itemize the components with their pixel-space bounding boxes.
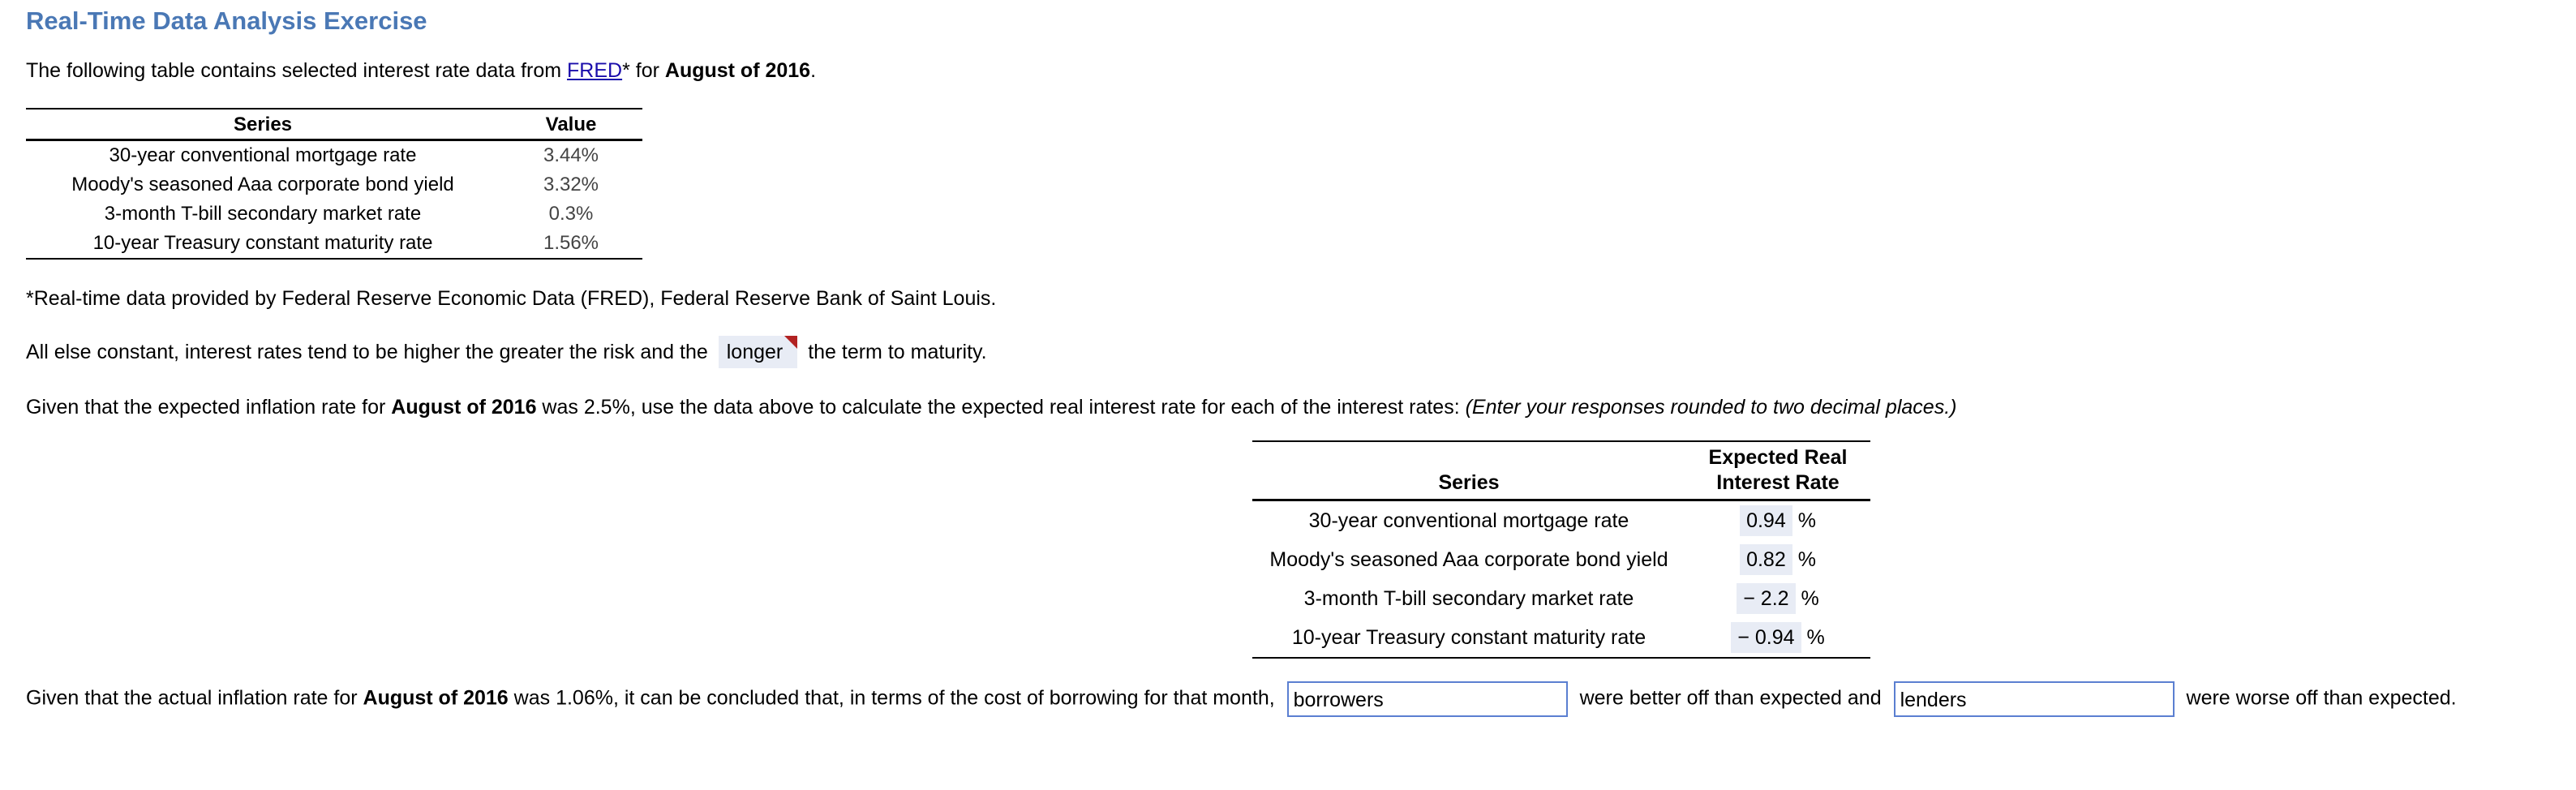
table-row <box>26 140 642 171</box>
table-row <box>26 200 642 229</box>
rate-answer[interactable]: 0.94 <box>1740 505 1792 536</box>
q2-instruction: (Enter your responses rounded to two decimal places.) <box>1465 396 1957 419</box>
question-term-maturity <box>26 336 987 368</box>
value-cell: 3.32% <box>543 174 599 195</box>
worse-off-answer-field[interactable]: lenders <box>1894 681 2175 717</box>
percent-unit: % <box>1797 509 1816 532</box>
column-header-series: Series <box>1438 471 1500 494</box>
maturity-answer-dropdown[interactable] <box>719 336 798 368</box>
interest-rate-table <box>26 108 642 260</box>
table-row <box>26 229 642 259</box>
rate-cell <box>1685 500 1870 541</box>
intro-pre: The following table contains selected interest rate data from <box>26 59 568 82</box>
rate-cell <box>1685 540 1870 579</box>
table-row <box>26 170 642 200</box>
table-row <box>1252 540 1870 579</box>
series-cell: 3-month T-bill secondary market rate <box>104 203 422 225</box>
percent-unit: % <box>1797 548 1816 571</box>
table-header-row <box>26 109 642 140</box>
percent-unit: % <box>1806 626 1825 649</box>
question-borrowing <box>26 681 2457 717</box>
intro-end: . <box>810 59 817 82</box>
q1-post: the term to maturity. <box>808 341 987 363</box>
intro-text <box>26 59 816 83</box>
q3-post: were worse off than expected. <box>2186 686 2457 710</box>
q3-mid: was 1.06%, it can be concluded that, in terms of the cost of borrowing for that month, <box>508 686 1275 710</box>
q2-date: August of 2016 <box>391 396 537 419</box>
footnote: *Real-time data provided by Federal Reserve Economic Data (FRED), Federal Reserve Bank of Saint Louis. <box>26 287 997 310</box>
table-row <box>1252 618 1870 658</box>
percent-unit: % <box>1801 587 1819 610</box>
series-cell: 30-year conventional mortgage rate <box>1308 509 1629 532</box>
fred-link[interactable]: FRED <box>567 59 623 82</box>
better-off-answer-field[interactable]: borrowers <box>1287 681 1568 717</box>
rate-answer[interactable]: − 2.2 <box>1737 583 1795 614</box>
value-cell: 0.3% <box>548 203 594 225</box>
question-real-rate <box>26 396 1956 419</box>
value-cell: 3.44% <box>543 144 599 166</box>
header-line-2: Interest Rate <box>1716 471 1840 494</box>
table-row <box>1252 500 1870 541</box>
series-cell: 10-year Treasury constant maturity rate <box>1291 625 1646 649</box>
q3-between: were better off than expected and <box>1579 686 1882 710</box>
series-cell: 10-year Treasury constant maturity rate <box>92 232 433 254</box>
maturity-answer-value: longer <box>726 341 784 363</box>
rate-cell <box>1685 618 1870 658</box>
table-header-row <box>1252 441 1870 500</box>
intro-date: August of 2016 <box>664 59 811 82</box>
series-cell: Moody's seasoned Aaa corporate bond yield <box>1269 547 1668 571</box>
value-cell: 1.56% <box>543 232 599 254</box>
q2-pre: Given that the expected inflation rate for <box>26 396 392 419</box>
q3-pre: Given that the actual inflation rate for <box>26 686 363 710</box>
q1-pre: All else constant, interest rates tend to be higher the greater the risk and the <box>26 341 708 363</box>
answer-marker-icon <box>784 336 797 349</box>
series-cell: 30-year conventional mortgage rate <box>109 144 417 166</box>
q2-mid: was 2.5%, use the data above to calculate the expected real interest rate for each of the interest rates: <box>536 396 1466 419</box>
rate-answer[interactable]: − 0.94 <box>1731 622 1801 653</box>
rate-cell <box>1685 579 1870 618</box>
header-line-1: Expected Real <box>1708 446 1848 469</box>
rate-answer[interactable]: 0.82 <box>1740 544 1792 575</box>
q3-date: August of 2016 <box>363 686 509 710</box>
series-cell: 3-month T-bill secondary market rate <box>1303 586 1634 610</box>
real-rate-table <box>1252 440 1870 659</box>
exercise-title: Real-Time Data Analysis Exercise <box>26 6 427 35</box>
series-cell: Moody's seasoned Aaa corporate bond yield <box>71 174 454 195</box>
table-row <box>1252 579 1870 618</box>
column-header-series: Series <box>233 114 293 135</box>
intro-mid: * for <box>622 59 665 82</box>
column-header-value: Value <box>545 114 597 135</box>
column-header-real-rate <box>1685 441 1870 500</box>
